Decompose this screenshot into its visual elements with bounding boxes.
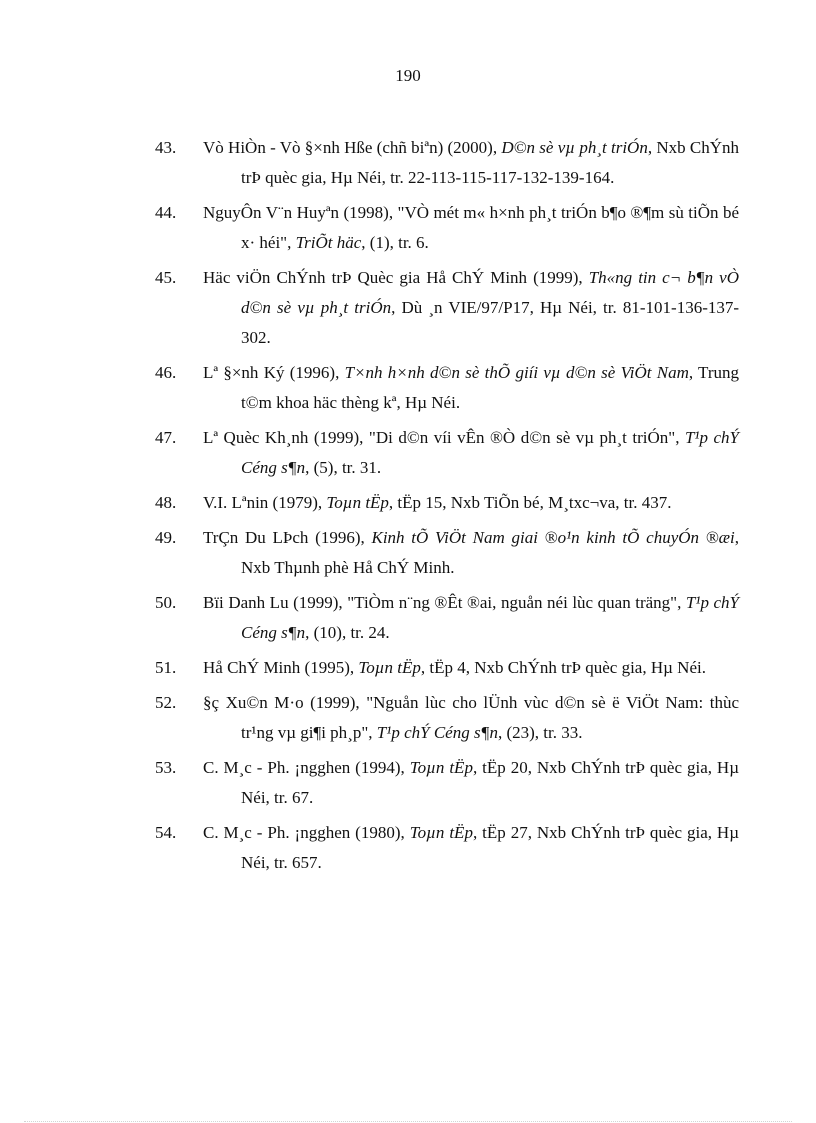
reference-segment: Bïi Danh Lu (1999), "TiÒm n¨ng ®Êt ®ai, nguån néi lùc quan träng", bbox=[203, 593, 686, 612]
reference-segment: , tËp 20, Nxb ChÝnh trÞ quèc gia, Hµ Néi, tr. 67. bbox=[241, 758, 739, 807]
reference-number: 52. bbox=[155, 693, 177, 712]
reference-entry bbox=[155, 588, 739, 648]
reference-segment: , (23), tr. 33. bbox=[497, 723, 583, 742]
reference-number: 51. bbox=[155, 658, 177, 677]
reference-number: 45. bbox=[155, 268, 177, 287]
reference-text bbox=[203, 818, 739, 878]
reference-list bbox=[155, 133, 739, 883]
reference-entry bbox=[155, 653, 739, 683]
reference-number: 44. bbox=[155, 203, 177, 222]
reference-number: 48. bbox=[155, 493, 177, 512]
reference-title: T¹p chÝ Céng s¶n bbox=[241, 593, 739, 642]
reference-segment: , Nxb Thµnh phè Hå ChÝ Minh. bbox=[241, 528, 739, 577]
reference-number: 46. bbox=[155, 363, 177, 382]
reference-title: Toµn tËp bbox=[358, 658, 421, 677]
reference-segment: , (1), tr. 6. bbox=[361, 233, 429, 252]
reference-entry bbox=[155, 358, 739, 418]
reference-title: T¹p chÝ Céng s¶n bbox=[376, 723, 498, 742]
reference-segment: Häc viÖn ChÝnh trÞ Quèc gia Hå ChÝ Minh (1999), bbox=[203, 268, 589, 287]
reference-title: TriÕt häc bbox=[295, 233, 362, 252]
reference-entry bbox=[155, 753, 739, 813]
reference-segment: , tËp 27, Nxb ChÝnh trÞ quèc gia, Hµ Néi, tr. 657. bbox=[241, 823, 739, 872]
reference-segment: §ç Xu©n M·o (1999), "Nguån lùc cho lÜnh vùc d©n sè ë ViÖt Nam: thùc tr¹ng vµ gi¶i ph¸p", bbox=[203, 693, 739, 742]
reference-segment: Hå ChÝ Minh (1995), bbox=[203, 658, 359, 677]
reference-title: Toµn tËp bbox=[409, 758, 473, 777]
reference-text bbox=[203, 488, 739, 518]
reference-entry bbox=[155, 688, 739, 748]
reference-entry bbox=[155, 818, 739, 878]
reference-number: 49. bbox=[155, 528, 177, 547]
reference-number: 53. bbox=[155, 758, 177, 777]
reference-text bbox=[203, 523, 739, 583]
reference-text bbox=[203, 653, 739, 683]
reference-text bbox=[203, 753, 739, 813]
reference-number: 47. bbox=[155, 428, 177, 447]
reference-title: Toµn tËp bbox=[326, 493, 389, 512]
reference-segment: C. M¸c - Ph. ¡ngghen (1980), bbox=[203, 823, 410, 842]
reference-text bbox=[203, 358, 739, 418]
reference-text bbox=[203, 423, 739, 483]
reference-entry bbox=[155, 133, 739, 193]
reference-number: 54. bbox=[155, 823, 177, 842]
reference-segment: Lª Quèc Kh¸nh (1999), "Di d©n víi vÊn ®Ò d©n sè vµ ph¸t triÓn", bbox=[203, 428, 685, 447]
page-number: 190 bbox=[395, 66, 421, 85]
reference-segment: , Dù ¸n VIE/97/P17, Hµ Néi, tr. 81-101-136-137-302. bbox=[241, 298, 740, 347]
reference-entry bbox=[155, 423, 739, 483]
reference-title: Th«ng tin c¬ b¶n vÒ d©n sè vµ ph¸t triÓn bbox=[241, 268, 739, 317]
reference-entry bbox=[155, 488, 739, 518]
reference-segment: V.I. Lªnin (1979), bbox=[203, 493, 327, 512]
reference-entry bbox=[155, 523, 739, 583]
reference-title: Toµn tËp bbox=[409, 823, 473, 842]
reference-segment: , (5), tr. 31. bbox=[305, 458, 382, 477]
reference-text bbox=[203, 263, 739, 353]
reference-segment: , Nxb ChÝnh trÞ quèc gia, Hµ Néi, tr. 22-113-115-117-132-139-164. bbox=[241, 138, 740, 187]
reference-title: Kinh tÕ ViÖt Nam giai ®o¹n kinh tÕ chuyÓn ®æi bbox=[371, 528, 735, 547]
reference-segment: C. M¸c - Ph. ¡ngghen (1994), bbox=[203, 758, 410, 777]
bottom-rule bbox=[24, 1121, 792, 1122]
reference-segment: TrÇn Du LÞch (1996), bbox=[203, 528, 372, 547]
reference-segment: , Trung t©m khoa häc thèng kª, Hµ Néi. bbox=[241, 363, 740, 412]
reference-title: T¹p chÝ Céng s¶n bbox=[241, 428, 739, 477]
reference-text bbox=[203, 133, 739, 193]
reference-entry bbox=[155, 198, 739, 258]
reference-entry bbox=[155, 263, 739, 353]
reference-title: D©n sè vµ ph¸t triÓn bbox=[501, 138, 648, 157]
reference-text bbox=[203, 688, 739, 748]
reference-segment: NguyÔn V¨n Huyªn (1998), "VÒ mét m« h×nh ph¸t triÓn b¶o ®¶m sù tiÕn bé x· héi", bbox=[203, 203, 739, 252]
reference-segment: Lª §×nh Ký (1996), bbox=[203, 363, 345, 382]
reference-text bbox=[203, 198, 739, 258]
reference-title: T×nh h×nh d©n sè thÕ giíi vµ d©n sè ViÖt Nam bbox=[344, 363, 689, 382]
reference-text bbox=[203, 588, 739, 648]
reference-number: 50. bbox=[155, 593, 177, 612]
reference-number: 43. bbox=[155, 138, 177, 157]
reference-segment: Vò HiÒn - Vò §×nh Hße (chñ biªn) (2000), bbox=[203, 138, 502, 157]
reference-segment: , (10), tr. 24. bbox=[305, 623, 390, 642]
reference-segment: , tËp 4, Nxb ChÝnh trÞ quèc gia, Hµ Néi. bbox=[420, 658, 706, 677]
reference-segment: , tËp 15, Nxb TiÕn bé, M¸txc¬va, tr. 437. bbox=[388, 493, 672, 512]
